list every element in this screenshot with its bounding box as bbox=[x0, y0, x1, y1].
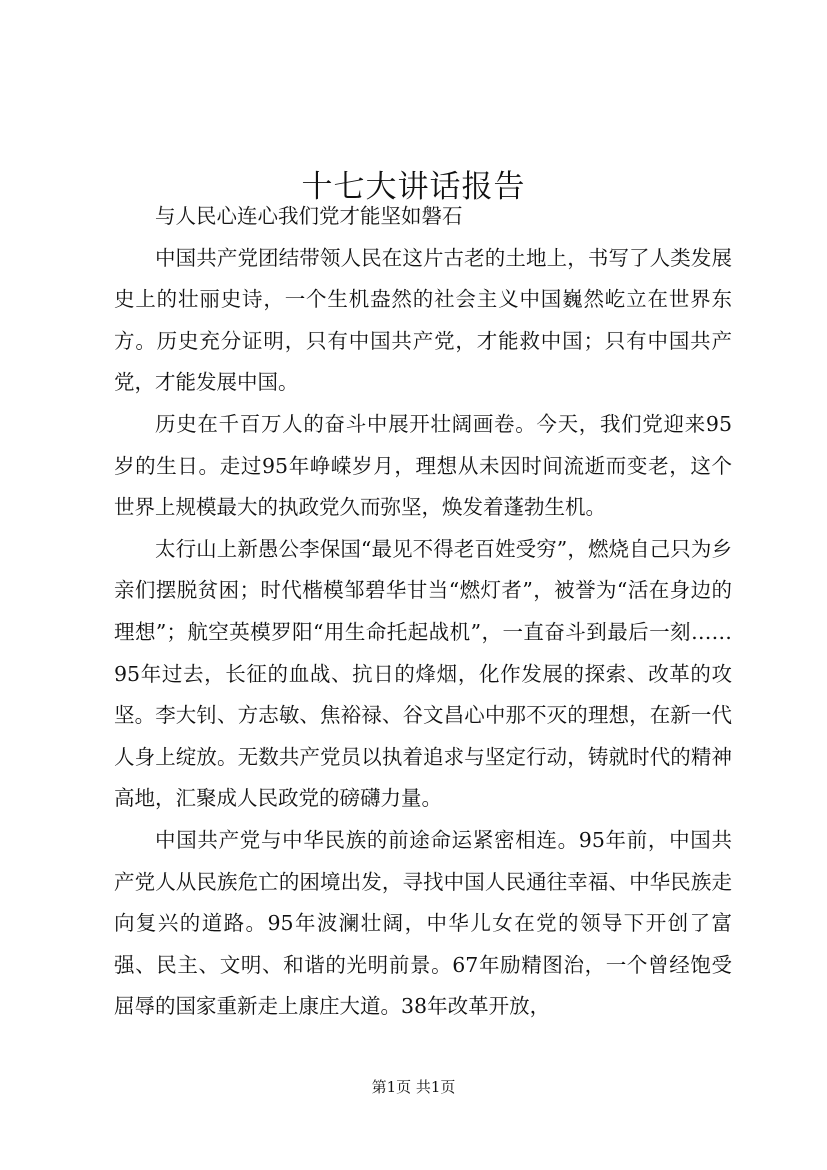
paragraph-subtitle: 与人民心连心我们党才能坚如磐石 bbox=[155, 204, 463, 228]
paragraph: 中国共产党团结带领人民在这片古老的土地上，书写了人类发展史上的壮丽史诗，一个生机盎然的社会主义中国巍然屹立在世界东方。历史充分证明，只有中国共产党，才能救中国；只有中国共产党，才能发展中国。 bbox=[114, 245, 732, 395]
document-body bbox=[114, 196, 732, 1028]
paragraph: 太行山上新愚公李保国“最见不得老百姓受穷”，燃烧自己只为乡亲们摆脱贫困；时代楷模邹碧华甘当“燃灯者”，被誉为“活在身边的理想”；航空英模罗阳“用生命托起战机”，一直奋斗到最后一刻……95年过去，长征的血战、抗日的烽烟，化作发展的探索、改革的攻坚。李大钊、方志敏、焦裕禄、谷文昌心中那不灭的理想，在新一代人身上绽放。无数共产党员以执着追求与坚定行动，铸就时代的精神高地，汇聚成人民政党的磅礴力量。 bbox=[114, 536, 732, 811]
paragraph: 历史在千百万人的奋斗中展开壮阔画卷。今天，我们党迎来95岁的生日。走过95年峥嵘岁月，理想从未因时间流逝而变老，这个世界上规模最大的执政党久而弥坚，焕发着蓬勃生机。 bbox=[114, 411, 732, 520]
paragraph: 中国共产党与中华民族的前途命运紧密相连。95年前，中国共产党人从民族危亡的困境出发，寻找中国人民通往幸福、中华民族走向复兴的道路。95年波澜壮阔，中华儿女在党的领导下开创了富强、民主、文明、和谐的光明前景。67年励精图治，一个曾经饱受屈辱的国家重新走上康庄大道。38年改革开放， bbox=[114, 827, 732, 1019]
page-number-footer: 第1页 共1页 bbox=[371, 1078, 456, 1096]
document-title: 十七大讲话报告 bbox=[301, 168, 526, 205]
